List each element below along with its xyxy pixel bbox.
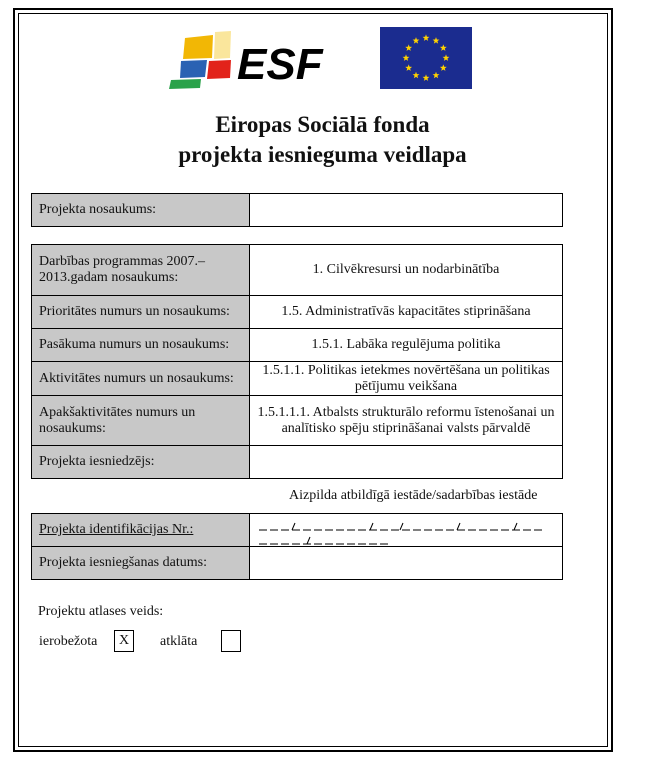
- program-info-table: [31, 244, 563, 479]
- form-title-line2: projekta iesnieguma veidlapa: [178, 142, 467, 167]
- row-label: Darbības programmas 2007.–2013.gadam nosaukums:: [32, 245, 250, 296]
- option-label-limited: ierobežota: [39, 634, 98, 649]
- table-row: [32, 514, 563, 547]
- eu-flag-logo: [380, 27, 472, 89]
- open-checkbox[interactable]: [221, 630, 241, 652]
- row-value: 1.5. Administratīvās kapacitātes stiprināšana: [250, 296, 563, 329]
- table-row: [32, 329, 563, 362]
- table-row: [32, 245, 563, 296]
- table-row: [32, 446, 563, 479]
- project-id-field[interactable]: [250, 514, 563, 547]
- row-label: Projekta iesniegšanas datums:: [32, 547, 250, 580]
- authority-note: Aizpilda atbildīgā iestāde/sadarbības iestāde: [289, 488, 538, 503]
- project-name-field[interactable]: [250, 194, 563, 227]
- table-row: [32, 547, 563, 580]
- table-row: [32, 362, 563, 396]
- row-label: Projekta nosaukums:: [32, 194, 250, 227]
- selection-type-title: Projektu atlases veids:: [38, 604, 164, 619]
- row-label: Projekta iesniedzējs:: [32, 446, 250, 479]
- row-label: Projekta identifikācijas Nr.:: [32, 514, 250, 547]
- row-label: Prioritātes numurs un nosaukums:: [32, 296, 250, 329]
- row-label: Apakšaktivitātes numurs un nosaukums:: [32, 396, 250, 446]
- row-value: 1.5.1. Labāka regulējuma politika: [250, 329, 563, 362]
- esf-logo: [167, 28, 325, 90]
- esf-logo-text: ESF: [237, 40, 323, 89]
- submission-date-field[interactable]: [250, 547, 563, 580]
- project-name-table: [31, 193, 563, 227]
- row-value: 1.5.1.1.1. Atbalsts strukturālo reformu īstenošanai un analītisko spēju stiprināšanai valsts pārvaldē: [250, 396, 563, 446]
- row-label: Aktivitātes numurs un nosaukums:: [32, 362, 250, 396]
- table-row: [32, 396, 563, 446]
- table-row: [32, 296, 563, 329]
- row-label: Pasākuma numurs un nosaukums:: [32, 329, 250, 362]
- option-label-open: atklāta: [160, 634, 198, 649]
- form-title-line1: Eiropas Sociālā fonda: [215, 112, 430, 137]
- id-blank-lines: [255, 514, 551, 546]
- row-value: 1. Cilvēkresursi un nodarbinātība: [250, 245, 563, 296]
- applicant-field[interactable]: [250, 446, 563, 479]
- row-value: 1.5.1.1. Politikas ietekmes novērtēšana un politikas pētījumu veikšana: [250, 362, 563, 396]
- table-row: [32, 194, 563, 227]
- registration-table: [31, 513, 563, 580]
- limited-checkbox[interactable]: X: [114, 630, 134, 652]
